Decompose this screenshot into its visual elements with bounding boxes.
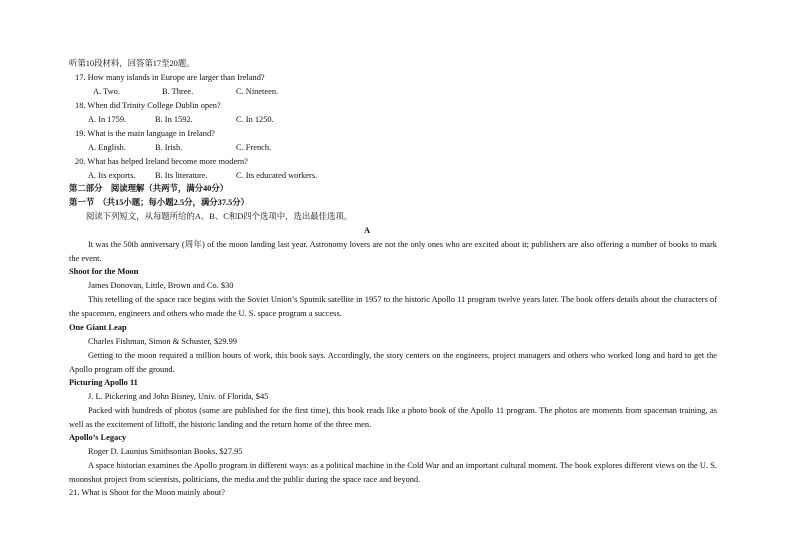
q20-option-c: C. Its educated workers. [236, 171, 318, 180]
book-title: Apollo’s Legacy [69, 433, 127, 442]
book-info: Roger D. Launius Smithsonian Books, $27.95 [88, 447, 243, 456]
q17-option-b: B. Three. [162, 87, 194, 96]
question-19: 19. What is the main language in Ireland? [75, 129, 215, 138]
book-info: Charles Fishman, Simon & Schuster, $29.99 [88, 337, 238, 346]
book-info: James Donovan, Little, Brown and Co. $30 [88, 281, 234, 290]
q19-option-c: C. French. [236, 143, 272, 152]
q18-option-a: A. In 1759. [88, 115, 127, 124]
question-18: 18. When did Trinity College Dublin open? [75, 101, 221, 110]
part2-heading: 第二部分 阅读理解（共两节，满分40分） [69, 184, 229, 193]
reading-instruction: 阅读下列短文，从每题所给的A、B、C和D四个选项中，选出最佳选项。 [86, 212, 353, 221]
book-title: Picturing Apollo 11 [69, 378, 138, 387]
q20-option-a: A. Its exports. [88, 171, 136, 180]
q20-option-b: B. Its literature. [155, 171, 208, 180]
q19-option-b: B. Irish. [155, 143, 183, 152]
passage-intro: It was the 50th anniversary (周年) of the moon landing last year. Astronomy lovers are not the only ones who are excited about it; publishers are also offering a number of books to mark the event. [69, 240, 717, 263]
book-description: This retelling of the space race begins with the Soviet Union’s Sputnik satellite in 1957 to the historic Apollo 11 program twelve years later. The book offers details about the characters of the spacemen, engineers and others who made the U. S. space program a success. [69, 295, 717, 318]
book-title: Shoot for the Moon [69, 267, 139, 276]
q19-option-a: A. English. [88, 143, 126, 152]
question-21: 21. What is Shoot for the Moon mainly about? [69, 488, 225, 497]
passage-label: A [364, 226, 371, 235]
book-description: Packed with hundreds of photos (some are published for the first time), this book reads like a photo book of the Apollo 11 program. The photos are moments from spaceman training, as well as the excitement of liftoff, the historic landing and the return home of the three men. [69, 406, 717, 429]
section1-heading: 第一节 （共15小题；每小题2.5分，满分37.5分） [69, 198, 250, 207]
question-17: 17. How many islands in Europe are larger than Ireland? [75, 73, 265, 82]
q17-option-a: A. Two. [93, 87, 120, 96]
listening-intro: 听第10段材料，回答第17至20题。 [69, 59, 195, 68]
book-title: One Giant Leap [69, 323, 127, 332]
q18-option-b: B. In 1592. [155, 115, 193, 124]
book-info: J. L. Pickering and John Bisney, Univ. of Florida, $45 [88, 392, 269, 401]
question-20: 20. What has helped Ireland become more modern? [75, 157, 248, 166]
q18-option-c: C. In 1250. [236, 115, 274, 124]
book-description: A space historian examines the Apollo program in different ways: as a political machine in the Cold War and an important cultural moment. The book explores different views on the U. S. moonshot project from scientists, politicians, the media and the public during the space race and beyond. [69, 461, 717, 484]
q17-option-c: C. Nineteen. [236, 87, 279, 96]
book-description: Getting to the moon required a million hours of work, this book says. Accordingly, the story centers on the engineers, project managers and others who worked long and hard to get the Apollo program off the ground. [69, 351, 717, 374]
